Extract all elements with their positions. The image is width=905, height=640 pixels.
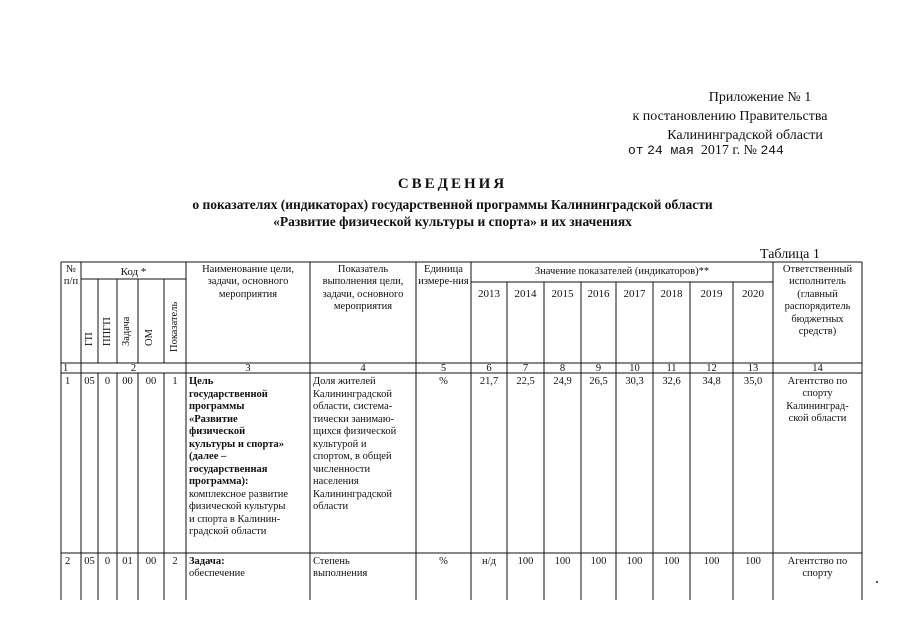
row-value-2020: 100 [745,556,761,567]
goal-line: государственная [189,463,268,475]
row-code-task: 01 [122,556,133,567]
row-code-indicator: 1 [172,376,178,387]
row-goal-name [189,376,309,539]
date-from: от [628,143,644,158]
row-num: 2 [65,556,71,567]
header-code-ppgp: ППГП [102,317,113,346]
indicator-line: спортом, в общей [313,451,392,462]
goal-line: программа): [189,476,249,487]
indicator-line: Калининградской [313,388,392,400]
goal-line: градской области [189,526,267,537]
header-year-2013: 2013 [478,288,500,300]
row-value-2018: 100 [663,556,680,567]
col-number: 8 [559,363,566,374]
header-year-2019: 2019 [700,288,723,300]
indicator-line: Калининградской [313,488,392,500]
goal-line: и спорта в Калинин- [189,513,281,525]
indicator-line: области, система- [313,401,393,412]
col-number: 1 [63,363,69,374]
responsible-line: Агентство по [787,556,848,567]
date-day-month: 24 мая [647,143,694,158]
subtitle-line-1: о показателях (индикаторах) государственной программы Калининградской области [192,197,713,212]
responsible-line: Калининград- [786,400,849,412]
table-label: Таблица 1 [760,247,820,262]
row-task-name [189,556,309,581]
row-unit: % [439,556,448,567]
col-number: 5 [440,363,447,374]
indicator-line: Доля жителей [313,376,376,387]
header-unit: Единица измере-ния [418,264,469,288]
task-line: обеспечение [189,568,245,580]
col-number: 9 [595,363,602,374]
indicator-line: культурой и [313,438,367,450]
col-number: 13 [747,363,759,374]
header-name: Наименование цели, задачи, основного мероприятия [202,264,294,300]
goal-line: программы [189,401,245,412]
row-unit: % [439,376,448,387]
goal-line: «Развитие [189,413,238,425]
appendix-block [600,88,860,145]
responsible-line: спорту [802,568,833,580]
row-value-2020: 35,0 [743,376,763,387]
header-year-2015: 2015 [551,288,574,300]
scan-speck [876,581,878,583]
row-code-om: 00 [145,376,157,387]
goal-line: физической [189,426,246,437]
col-number: 14 [812,363,823,374]
goal-line: государственной [189,388,268,400]
col-number: 4 [360,363,366,374]
row-value-2013: н/д [482,556,496,567]
row-value-2015: 24,9 [553,376,572,387]
header-values: Значение показателей (индикаторов)** [534,266,710,277]
document-title: СВЕДЕНИЯ [397,176,508,192]
responsible-line: ской области [788,413,847,425]
header-num: № п/п [63,264,79,288]
row-value-2014: 100 [517,556,534,567]
row-code-om: 00 [145,556,157,567]
document-subtitle [100,196,805,230]
indicator-line: области [313,501,349,512]
col-number: 7 [522,363,529,374]
header-code-om: ОМ [144,329,155,346]
header-code: Код * [120,266,147,278]
appendix-line-3: Калининградской области [667,128,823,143]
header-code-task: Задача [121,316,132,346]
row-indicator [313,376,415,514]
col-number: 6 [486,363,492,374]
row-indicator [313,556,415,581]
header-year-2018: 2018 [660,288,683,300]
col-number: 11 [666,363,677,374]
row-value-2018: 32,6 [662,376,681,387]
row-value-2015: 100 [554,556,571,567]
indicator-line: населения [313,476,359,487]
header-year-2017: 2017 [623,288,646,300]
task-line: Задача: [189,556,225,567]
row-code-task: 00 [122,376,133,387]
responsible-line: Агентство по [787,376,848,387]
goal-line: комплексное развитие [189,488,289,500]
appendix-line-1: Приложение № 1 [708,90,812,105]
row-value-2017: 30,3 [625,376,644,387]
indicator-line: выполнения [313,568,368,580]
row-value-2019: 34,8 [702,376,721,387]
header-code-gp: ГП [84,332,95,346]
col-number: 10 [629,363,640,374]
goal-line: культуры и спорта» [189,438,284,450]
col-number: 2 [130,363,137,374]
goal-line: Цель [189,376,214,387]
row-num: 1 [65,376,71,387]
row-value-2013: 21,7 [479,376,499,387]
row-responsible [775,556,860,581]
row-value-2014: 22,5 [516,376,535,387]
indicator-line: численности [313,463,371,475]
row-code-gp: 05 [84,376,95,387]
row-value-2017: 100 [626,556,643,567]
col-number: 12 [706,363,717,374]
row-value-2019: 100 [703,556,720,567]
header-code-indicator: Показатель [169,301,180,352]
date-year: 2017 г. № [700,143,757,158]
indicator-line: Степень [313,556,350,567]
header-year-2020: 2020 [742,288,764,300]
row-code-ppgp: 0 [104,556,111,567]
col-number: 3 [245,363,251,374]
header-indicator: Показатель выполнения цели, задачи, основного мероприятия [322,264,404,313]
appendix-line-2: к постановлению Правительства [632,109,828,124]
row-value-2016: 26,5 [589,376,608,387]
goal-line: физической культуры [189,501,286,512]
row-value-2016: 100 [590,556,607,567]
indicator-line: щихся физической [313,426,397,437]
row-code-ppgp: 0 [104,376,111,387]
goal-line: (далее – [189,451,227,462]
row-code-gp: 05 [84,556,95,567]
indicator-line: тически занимаю- [313,413,395,425]
appendix-date [628,143,784,159]
header-responsible: Ответственный исполнитель (главный распорядитель бюджетных средств) [782,264,853,338]
header-year-2014: 2014 [514,288,537,300]
row-responsible [775,376,860,426]
responsible-line: спорту [802,388,833,400]
subtitle-line-2: «Развитие физической культуры и спорта» и их значениях [273,214,632,229]
header-year-2016: 2016 [587,288,610,300]
date-number: 244 [760,143,784,158]
row-code-indicator: 2 [172,556,178,567]
